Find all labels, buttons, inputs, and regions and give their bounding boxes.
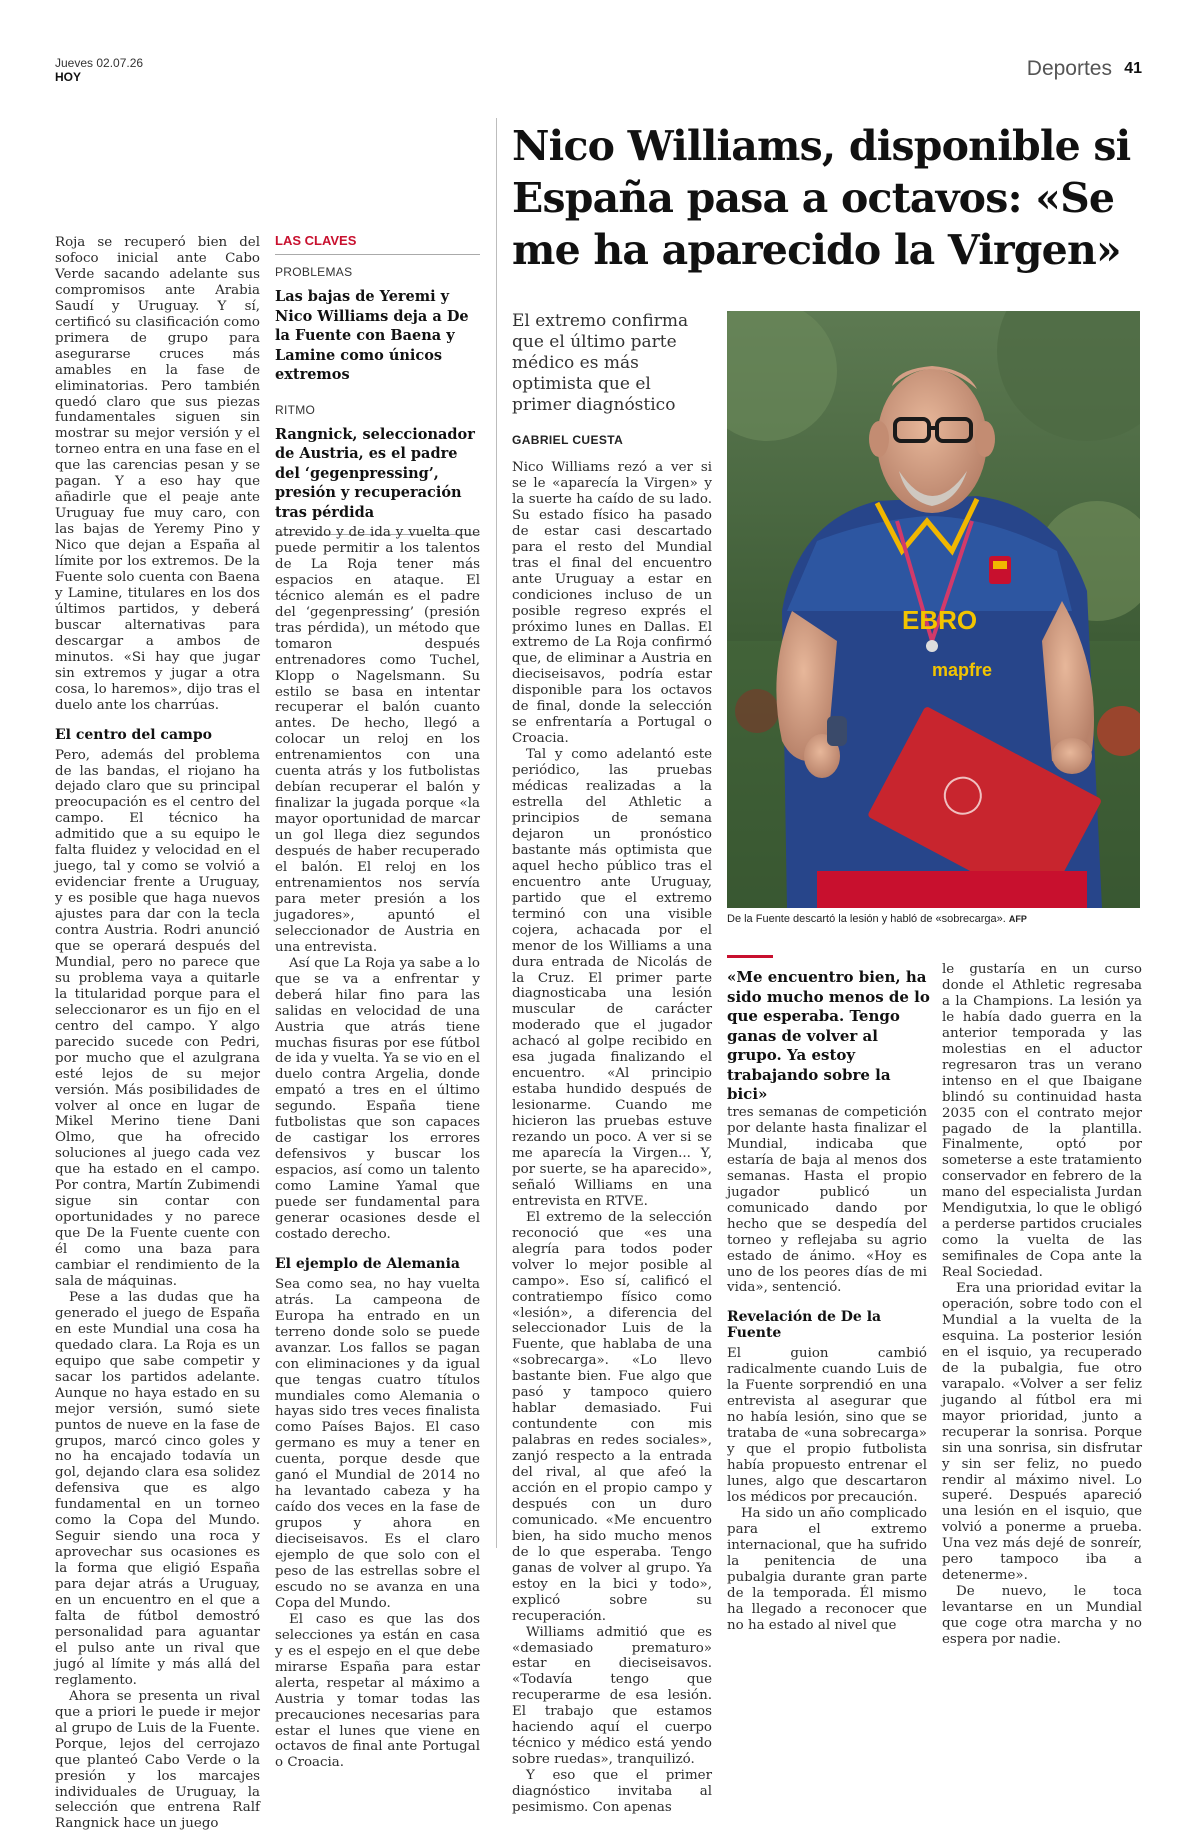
paragraph: El caso es que las dos selecciones ya están en casa y es el espejo en el que debe mirarse España para estar alerta, respetar al máximo a Austria y tomar todas las precauciones necesarias para estar el lunes que viene en octavos de final ante Portugal o Croacia.: [275, 1611, 480, 1771]
paragraph: Sea como sea, no hay vuelta atrás. La campeona de Europa ha entrado en un terreno donde solo se puede avanzar. Los fallos se pagan con eliminaciones y da igual que tengas cuatro títulos mundiales como Alemania o hayas sido tres veces finalista como Países Bajos. El caso germano es muy a tener en cuenta, porque desde que ganó el Mundial de 2014 no ha levantado cabeza y ha caído dos veces en la fase de grupos y ahora en dieciseisavos. Es el claro ejemplo de que solo con el peso de las estrellas sobre el escudo no se avanza en una Copa del Mundo.: [275, 1276, 480, 1611]
key-points-box: [275, 233, 480, 535]
paragraph: Pese a las dudas que ha generado el juego de España en este Mundial una cosa ha quedado clara. La Roja es un equipo que sabe competir y sacar los partidos adelante. Aunque no haya estado en su mejor versión, sumó siete puntos de nueve en la fase de grupos, marcó cinco goles y no ha encajado todavía un gol, dejando clara esa solidez defensiva que es algo fundamental en un torneo como la Copa del Mundo. Seguir siendo una roca y aprovechar sus ocasiones es la forma que eligió España para dejar atrás a Uruguay, en un encuentro en el que a falta de fútbol demostró personalidad para aguantar el pulso ante un rival que jugó al límite y más allá del reglamento.: [55, 1289, 260, 1688]
key-point-text: Las bajas de Yeremi y Nico Williams deja a De la Fuente con Baena y Lamine como únicos extremos: [275, 288, 469, 383]
page-number: 41: [1124, 60, 1142, 77]
paragraph: De nuevo, le toca levantarse en un Mundial que coge otra marcha y no espera por nadie.: [942, 1584, 1142, 1648]
paragraph: tres semanas de competición por delante hasta finalizar el Mundial, indicaba que estaría de baja al menos dos semanas. Hasta el propio jugador publicó un comunicado dando por hecho que se despedía del torneo y reflejaba su agrio estado de ánimo. «Hoy es uno de los peores días de mi vida», sentenció.: [727, 1105, 927, 1296]
paragraph: atrevido y de ida y vuelta que puede permitir a los talentos de La Roja tener más espacios en ataque. El técnico alemán es el padre del ‘gegenpressing’ (presión tras pérdida), un método que tomaron después entrenadores como Tuchel, Klopp o Nagelsmann. Su estilo se basa en intentar recuperar el balón cuanto antes. De hecho, llegó a colocar un reloj en los entrenamientos con una cuenta atrás y los futbolistas debían recuperar el balón y finalizar la jugada porque «la mayor oportunidad de marcar un gol llega diez segundos después de haber recuperado el balón. El reloj en los entrenamientos nos servía para meter presión a los jugadores», apuntó el seleccionador de Austria en una entrevista.: [275, 525, 480, 955]
paragraph: El guion cambió radicalmente cuando Luis de la Fuente sorprendió en una entrevista al asegurar que no había lesión, sino que se trataba de «una sobrecarga» y que el propio futbolista había propuesto entrenar el lunes, algo que descartaron los médicos por precaución.: [727, 1346, 927, 1505]
paragraph: Así que La Roja ya sabe a lo que se va a enfrentar y deberá hilar fino para las salidas en velocidad de una Austria que atrás tiene muchas fisuras por ese fútbol de ida y vuelta. Ya se vio en el duelo contra Argelia, donde empató a tres en el último segundo. España tiene futbolistas que son capaces de castigar los errores defensivos y buscar los espacios, así como un talento como Lamine Yamal que puede ser fundamental para generar ocasiones desde el costado derecho.: [275, 955, 480, 1242]
paragraph: Pero, además del problema de las bandas, el riojano ha dejado claro que su principal preocupación es el centro del campo. El técnico ha admitido que a su equipo le falta fluidez y velocidad en el juego, tal y como se volvió a evidenciar frente a Uruguay, y es posible que haga nuevos ajustes para dar con la tecla contra Austria. Rodri anunció que se operará después del Mundial, pero no parece que su problema vaya a quitarle la titularidad porque para el seleccionaror es un fijo en el centro del campo. Y algo parecido sucede con Pedri, por mucho que el azulgrana esté lejos de su mejor versión. Más posibilidades de volver al once en lugar de Mikel Merino tiene Dani Olmo, que ha ofrecido soluciones al juego cada vez que ha estado en el campo. Por contra, Martín Zubimendi sigue sin contar con oportunidades y no parece que De la Fuente cuente con él como una baza para cambiar el rendimiento de la sala de máquinas.: [55, 747, 260, 1289]
key-points-label: LAS CLAVES: [275, 233, 357, 248]
newspaper-name: HOY: [55, 70, 82, 84]
quote-text: «Me encuentro bien, ha sido mucho menos de lo que esperaba. Tengo ganas de volver al grupo. Ya estoy trabajando sobre la bici»: [727, 968, 930, 1103]
coach-photo: [727, 311, 1140, 908]
section-name: Deportes: [1026, 57, 1112, 80]
photo-illustration: [727, 311, 1140, 908]
photo-credit: AFP: [1008, 914, 1027, 924]
subheading: El ejemplo de Alemania: [275, 1255, 460, 1272]
paragraph: Era una prioridad evitar la operación, sobre todo con el Mundial a la vuelta de la esquina. La posterior lesión en el isquio, ya recuperado de la pubalgia, fue otro varapalo. «Volver a ser feliz jugando al fútbol era mi mayor prioridad, junto a recuperar la sonrisa. Porque sin una sonrisa, sin disfrutar y sin ser feliz, no puedo rendir al máximo nivel. Lo superé. Después apareció una lesión en el isquio, que volvió a ponerme a prueba. Una vez más dejé de sonreír, pero tampoco iba a detenerme».: [942, 1281, 1142, 1584]
paragraph: le gustaría en un curso donde el Athletic regresaba a la Champions. La lesión ya le había dado guerra en la anterior temporada y las molestias en el aductor regresaron tras un verano intenso en el que Ibaigane blindó su continuidad hasta 2035 con el contrato mejor pagado de la plantilla. Finalmente, optó por someterse a este tratamiento conservador en febrero de la mano del especialista Jurdan Mendigutxia, lo que le obligó a perderse partidos cruciales como la vuelta de las semifinales de Copa ante la Real Sociedad.: [942, 962, 1142, 1281]
left-article-column-2: [275, 525, 480, 1771]
paragraph: Ha sido un año complicado para el extremo internacional, que ha sufrido la penitencia de una pubalgia durante gran parte de la temporada. Él mismo ha llegado a reconocer que no ha estado al nivel que: [727, 1505, 927, 1633]
subheading: Revelación de De la Fuente: [727, 1309, 882, 1342]
paragraph: Roja se recuperó bien del sofoco inicial ante Cabo Verde sacando adelante sus compromisos ante Arabia Saudí y Uruguay. Y sí, certificó su clasificación como primera de grupo para asegurarse cruces más amables en la fase de eliminatorias. Pero también quedó claro que sus piezas fundamentales siguen sin mostrar su mejor versión y el torneo entra en una fase en el que las carencias pesan y se pagan. Y a eso hay que añadirle que el peaje ante Uruguay fue muy caro, con las bajas de Yeremy Pino y Nico que dejan a España al límite por los extremos. De la Fuente solo cuenta con Baena y Lamine, titulares en los dos últimos partidos, y deberá buscar alternativas para descargar a ambos de minutos. «Si hay que jugar sin extremos y jugar a otra cosa, lo haremos», dijo tras el duelo ante los charrúas.: [55, 235, 260, 713]
paragraph: Nico Williams rezó a ver si se le «aparecía la Virgen» y la suerte ha caído de su lado. Su estado físico ha pasado de estar casi descartado para el resto del Mundial tras el final del encuentro ante Uruguay a estar en condiciones incluso de un posible regreso exprés el próximo lunes en Dallas. El extremo de La Roja confirmó que, de eliminar a Austria en dieciseisavos, podría estar disponible para los octavos de final, donde la selección se enfrentaría a Portugal o Croacia.: [512, 460, 712, 747]
byline: GABRIEL CUESTA: [512, 433, 624, 447]
quote-rule: [727, 955, 773, 958]
paragraph: Williams admitió que es «demasiado prematuro» estar en dieciseisavos. «Todavía tengo que recuperarme de esa lesión. El trabajo que estamos haciendo aquí el cuerpo técnico y médico está yendo sobre ruedas», tranquilizó.: [512, 1624, 712, 1768]
main-article-column-3: [942, 962, 1142, 1648]
photo-caption: [727, 913, 1140, 925]
pull-quote: [727, 955, 930, 1105]
article-deck: El extremo confirma que el último parte médico es más optimista que el primer diagnóstico: [512, 311, 689, 415]
main-article-column-1: [512, 460, 712, 1816]
main-article-column-2: [727, 1105, 927, 1634]
key-point-text: Rangnick, seleccionador de Austria, es el padre del ‘gegenpressing’, presión y recuperación tras pérdida: [275, 425, 475, 521]
column-divider: [496, 118, 497, 1548]
paragraph: El extremo de la selección reconoció que «es una alegría para todos poder volver lo mejor posible al campo». Eso sí, calificó el contratiempo físico como «lesión», a diferencia del seleccionador Luis de la Fuente, que hablaba de una «sobrecarga». «Lo llevo bastante bien. Fue algo que pasó y tampoco quiero hablar demasiado. Fui contundente con mis palabras en redes sociales», zanjó respecto a la entrada del rival, al que afeó la acción en el propio campo y después con un duro comunicado. «Me encuentro bien, ha sido mucho menos de lo que esperaba. Tengo ganas de volver al grupo. Ya estoy en la bici y todo», explicó sobre su recuperación.: [512, 1209, 712, 1624]
caption-text: De la Fuente descartó la lesión y habló de «sobrecarga».: [727, 913, 1006, 925]
headline: Nico Williams, disponible si España pasa a octavos: «Se me ha aparecido la Virgen»: [512, 122, 1131, 274]
paragraph: Ahora se presenta un rival que a priori le puede ir mejor al grupo de Luis de la Fuente. Porque, lejos del cerrojazo que planteó Cabo Verde o la presión y los marcajes individuales de Uruguay, la selección que entrena Ralf Rangnick hace un juego: [55, 1688, 260, 1832]
shirt-sponsor-text: EBRO: [902, 605, 978, 635]
shirt-sponsor-text-2: mapfre: [932, 660, 993, 680]
key-point-category: RITMO: [275, 402, 316, 417]
paragraph: Tal y como adelantó este periódico, las pruebas médicas realizadas a la estrella del Athletic a principios de semana dejaron un pronóstico bastante más optimista que aquel hecho público tras el encuentro ante Uruguay, partido que el extremo terminó con una visible cojera, achacada por el menor de los Williams a una dura entrada de Nicolás de la Cruz. El primer parte diagnosticaba una lesión muscular de carácter moderado que el jugador achacó al golpe recibido en esa jugada finalizando el encuentro. «Al principio estaba hundido después de lesionarme. Cuando me hicieron las pruebas estuve rezando un poco. A ver si se me aparecía la Virgen... Y, por suerte, se ha aparecido», señaló Williams en una entrevista en RTVE.: [512, 747, 712, 1209]
paragraph: Y eso que el primer diagnóstico invitaba al pesimismo. Con apenas: [512, 1768, 712, 1816]
key-point-category: PROBLEMAS: [275, 265, 353, 279]
left-article-column-1: [55, 235, 260, 1832]
issue-date: Jueves 02.07.26: [55, 56, 144, 70]
divider: [275, 254, 480, 255]
subheading: El centro del campo: [55, 726, 212, 743]
